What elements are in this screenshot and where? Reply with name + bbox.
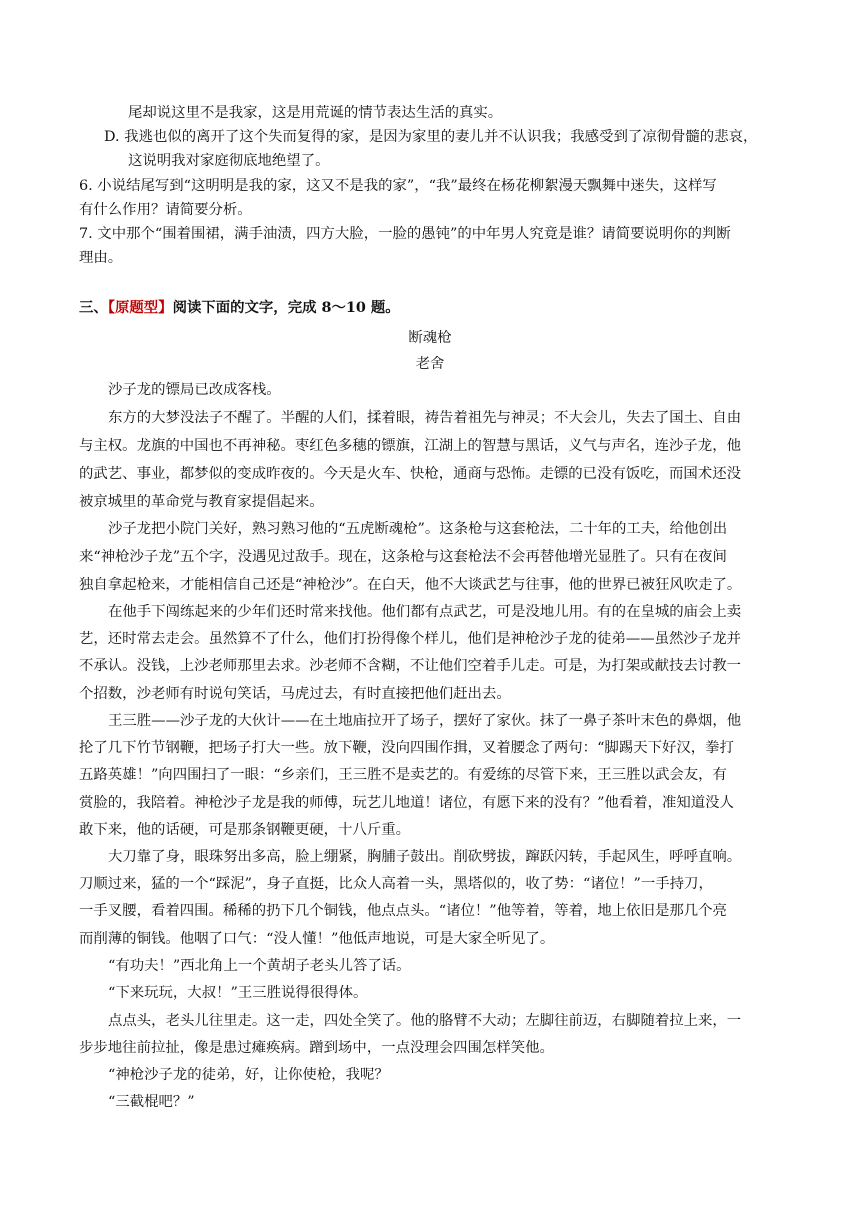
paragraph-line: 沙子龙把小院门关好，熟习熟习他的“五虎断魂枪”。这条枪与这套枪法，二十年的工夫，给他创出 <box>108 521 728 537</box>
paragraph-line: 独自拿起枪来，才能相信自己还是“神枪沙”。在白天，他不大谈武艺与往事，他的世界已被狂风吹走了。 <box>79 577 742 593</box>
paragraph-line: 大刀靠了身，眼珠努出多高，脸上绷紧，胸脯子鼓出。削砍劈拔，蹿跃闪转，手起风生，呼呼直响。 <box>108 849 742 865</box>
section-heading <box>79 298 400 318</box>
paragraph-line: 刀顺过来，猛的一个“踩泥”，身子直挺，比众人高着一头，黑塔似的，收了势：“诸位！”一手持刀， <box>79 876 713 892</box>
paragraph-line: 而削薄的铜钱。他咽了口气：“没人懂！”他低声地说，可是大家全听见了。 <box>79 931 555 947</box>
paragraph-line: “三截棍吧？” <box>108 1094 195 1110</box>
paragraph-line: 艺，还时常去走会。虽然算不了什么，他们打扮得像个样儿，他们是神枪沙子龙的徒弟——虽然沙子龙并 <box>79 631 741 647</box>
paragraph-line: “下来玩玩，大叔！”王三胜说得很得体。 <box>108 985 368 1001</box>
question-6: 6. 小说结尾写到“这明明是我的家，这又不是我的家”，“我”最终在杨花柳絮漫天飘舞中迷失，这样写 <box>79 178 717 194</box>
question-7-continuation: 理由。 <box>79 250 123 266</box>
paragraph-line: 的武艺、事业，都梦似的变成昨夜的。今天是火车、快枪，通商与恐怖。走镖的已没有饭吃，而国术还没 <box>79 466 741 482</box>
paragraph-line: 与主权。龙旗的中国也不再神秘。枣红色多穗的镖旗，江湖上的智慧与黑话，义气与声名，连沙子龙，他 <box>79 438 741 454</box>
section-instruction: 阅读下面的文字，完成 8～10 题。 <box>172 299 400 316</box>
paragraph-line: 点点头，老头儿往里走。这一走，四处全笑了。他的胳臂不大动；左脚往前迈，右脚随着拉上来，一 <box>108 1013 742 1029</box>
question-7: 7. 文中那个“围着围裙，满手油渍，四方大脸，一脸的愚钝”的中年男人究竟是谁？请简要说明你的判断 <box>79 226 731 242</box>
option-d: D. 我逃也似的离开了这个失而复得的家，是因为家里的妻儿并不认识我；我感受到了凉彻骨髓的悲哀， <box>104 129 758 145</box>
paragraph-line: “神枪沙子龙的徒弟，好，让你使枪，我呢？ <box>108 1067 389 1083</box>
paragraph-line: 赏脸的，我陪着。神枪沙子龙是我的师傅，玩艺儿地道！诸位，有愿下来的没有？”他看着，准知道没人 <box>79 795 734 811</box>
paragraph-line: 沙子龙的镖局已改成客栈。 <box>108 382 281 398</box>
question-6-continuation: 有什么作用？请简要分析。 <box>79 202 252 218</box>
paragraph-line: 一手叉腰，看着四围。稀稀的扔下几个铜钱，他点点头。“诸位！”他等着，等着，地上依旧是那几个亮 <box>79 903 727 919</box>
paragraph-line: 敢下来，他的话硬，可是那条钢鞭更硬，十八斤重。 <box>79 822 410 838</box>
paragraph-line: 五路英雄！”向四围扫了一眼：“乡亲们，王三胜不是卖艺的。有爱练的尽管下来，王三胜以武会友，有 <box>79 767 727 783</box>
paragraph-line: 不承认。没钱，上沙老师那里去求。沙老师不含糊，不让他们空着手儿走。可是，为打架或献技去讨教一 <box>79 658 741 674</box>
option-d-continuation: 这说明我对家庭彻底地绝望了。 <box>128 153 330 169</box>
paragraph-line: “有功夫！”西北角上一个黄胡子老头儿答了话。 <box>108 958 411 974</box>
section-number: 三、 <box>79 299 108 316</box>
question-type-tag: 【原题型】 <box>107 299 173 316</box>
paragraph-line: 被京城里的革命党与教育家提倡起来。 <box>79 494 324 510</box>
paragraph-line: 东方的大梦没法子不醒了。半醒的人们，揉着眼，祷告着祖先与神灵；不大会儿，失去了国土、自由 <box>108 410 742 426</box>
paragraph-line: 步步地往前拉扯，像是患过瘫痪病。蹭到场中，一点没理会四围怎样笑他。 <box>79 1040 554 1056</box>
paragraph-line: 来“神枪沙子龙”五个字，没遇见过敌手。现在，这条枪与这套枪法不会再替他增光显胜了。只有在夜间 <box>79 549 727 565</box>
paragraph-line: 在他手下闯练起来的少年们还时常来找他。他们都有点武艺，可是没地儿用。有的在皇城的庙会上卖 <box>108 604 742 620</box>
paragraph-line: 王三胜——沙子龙的大伙计——在土地庙拉开了场子，摆好了家伙。抹了一鼻子茶叶末色的鼻烟，他 <box>108 713 742 729</box>
paragraph-line: 抡了几下竹节钢鞭，把场子打大一些。放下鞭，没向四围作揖，叉着腰念了两句：“脚踢天下好汉，拳打 <box>79 740 734 756</box>
story-author: 老舍 <box>415 356 445 372</box>
option-c-continuation: 尾却说这里不是我家，这是用荒诞的情节表达生活的真实。 <box>128 105 503 121</box>
paragraph-line: 个招数，沙老师有时说句笑话，马虎过去，有时直接把他们赶出去。 <box>79 686 511 702</box>
story-title: 断魂枪 <box>408 330 452 346</box>
